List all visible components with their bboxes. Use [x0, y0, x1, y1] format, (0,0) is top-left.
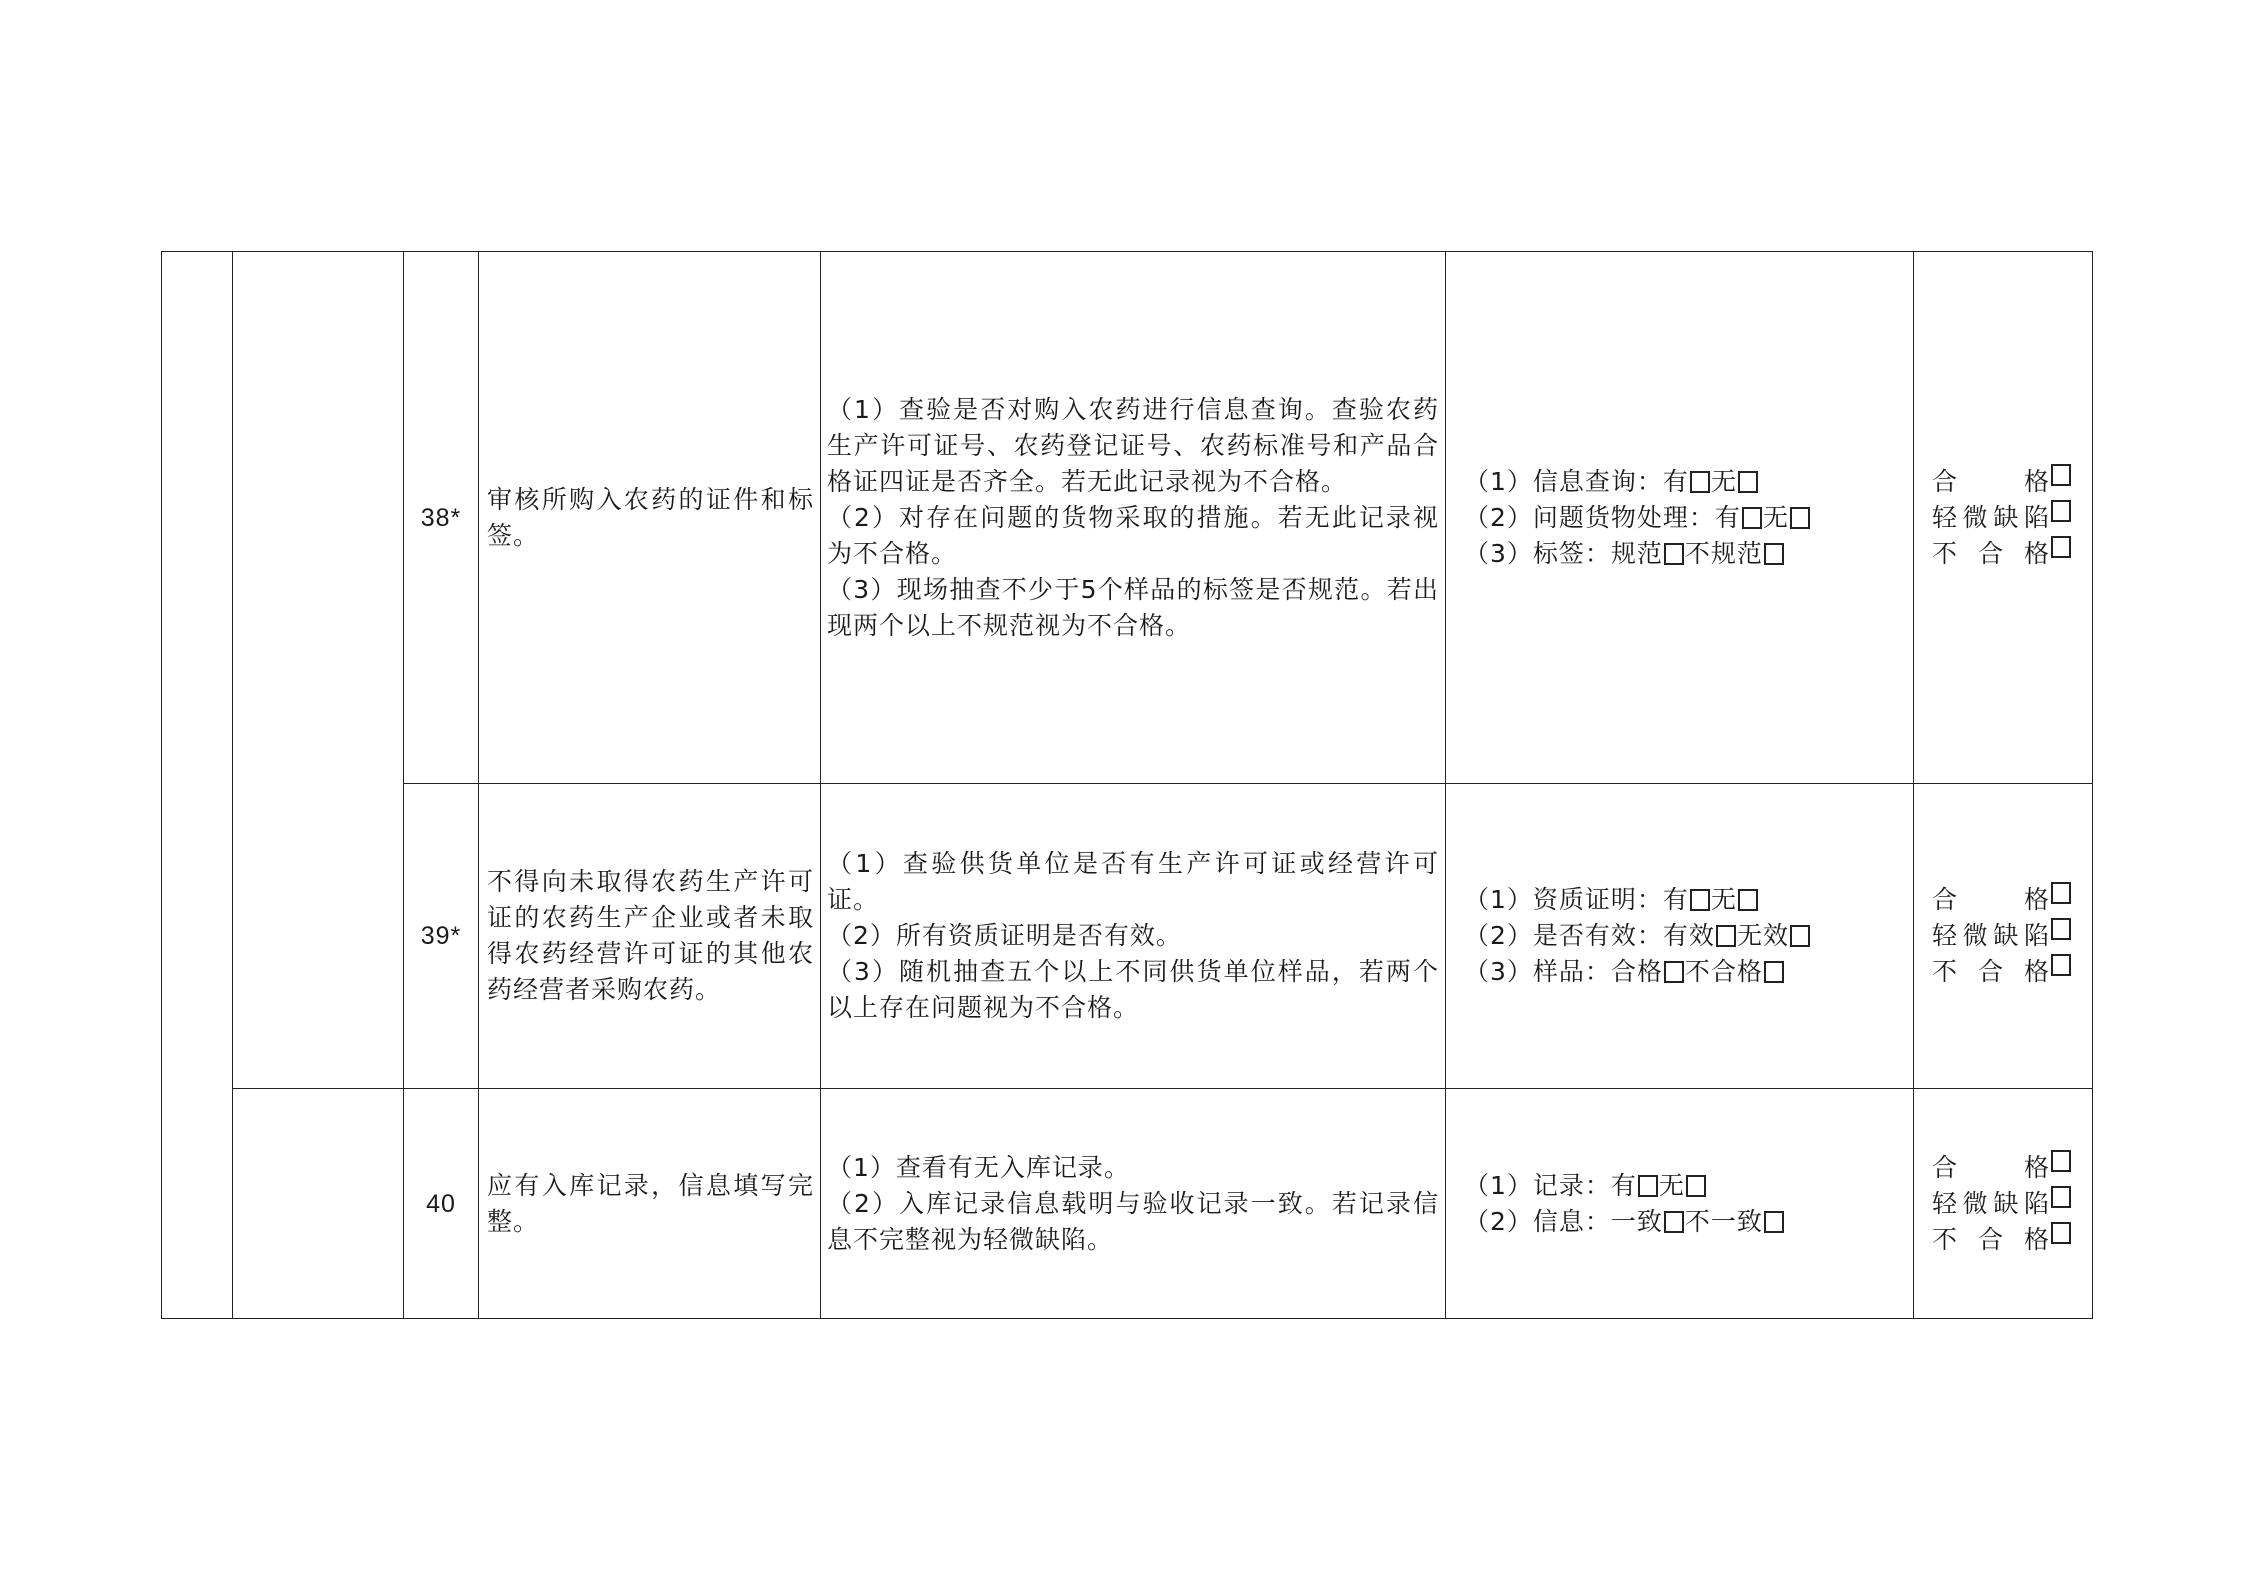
result-fail: 不 合 格 — [1932, 1222, 2072, 1258]
checkbox[interactable] — [1738, 471, 1758, 493]
checkbox[interactable] — [1790, 507, 1810, 529]
checkbox[interactable] — [2051, 918, 2071, 940]
method-line: （2）所有资质证明是否有效。 — [827, 921, 1182, 950]
checkbox[interactable] — [1638, 1175, 1658, 1197]
check-method — [821, 252, 1446, 784]
record-cell — [1446, 252, 1914, 784]
checkbox[interactable] — [1738, 889, 1758, 911]
checkbox[interactable] — [1690, 471, 1710, 493]
record-line: （2）是否有效：有效 无效 — [1464, 918, 1903, 954]
result-pass: 合 格 — [1932, 882, 2072, 918]
method-line: （1）查看有无入库记录。 — [827, 1152, 1130, 1182]
checkbox[interactable] — [2051, 1150, 2071, 1172]
requirement-text: 审核所购入农药的证件和标签。 — [479, 252, 821, 784]
checkbox[interactable] — [1790, 925, 1810, 947]
record-line: （1）记录：有 无 — [1464, 1168, 1903, 1204]
category-cell — [162, 252, 233, 1319]
checkbox[interactable] — [1686, 1175, 1706, 1197]
result-pass: 合 格 — [1932, 464, 2072, 500]
result-cell — [1914, 784, 2093, 1089]
checkbox[interactable] — [2051, 954, 2071, 976]
method-line: （1）查验供货单位是否有生产许可证或经营许可证。 — [827, 849, 1439, 914]
checkbox[interactable] — [1764, 543, 1784, 565]
item-number: 38* — [404, 252, 479, 784]
result-minor-defect: 轻 微 缺 陷 — [1932, 918, 2072, 954]
inspection-table — [161, 251, 2093, 1319]
check-method — [821, 784, 1446, 1089]
table-row — [162, 784, 2093, 1089]
item-number: 39* — [404, 784, 479, 1089]
result-pass: 合 格 — [1932, 1150, 2072, 1186]
result-cell — [1914, 252, 2093, 784]
checkbox[interactable] — [2051, 882, 2071, 904]
method-line: （2）入库记录信息载明与验收记录一致。若记录信息不完整视为轻微缺陷。 — [827, 1188, 1439, 1254]
checkbox[interactable] — [1664, 543, 1684, 565]
checkbox[interactable] — [1664, 961, 1684, 983]
table-row — [162, 1089, 2093, 1319]
record-cell — [1446, 1089, 1914, 1319]
record-line: （2）问题货物处理：有 无 — [1464, 500, 1903, 536]
checkbox[interactable] — [1690, 889, 1710, 911]
subcategory-cell — [233, 252, 404, 1089]
method-line: （1）查验是否对购入农药进行信息查询。查验农药生产许可证号、农药登记证号、农药标准号和产品合格证四证是否齐全。若无此记录视为不合格。 — [827, 394, 1439, 496]
requirement-text: 应有入库记录，信息填写完整。 — [479, 1089, 821, 1319]
table-row — [162, 252, 2093, 784]
result-fail: 不 合 格 — [1932, 954, 2072, 990]
result-minor-defect: 轻 微 缺 陷 — [1932, 500, 2072, 536]
checkbox[interactable] — [1716, 925, 1736, 947]
checkbox[interactable] — [1742, 507, 1762, 529]
checkbox[interactable] — [1764, 961, 1784, 983]
record-line: （3）标签：规范 不规范 — [1464, 536, 1903, 572]
method-line: （3）随机抽查五个以上不同供货单位样品，若两个以上存在问题视为不合格。 — [827, 957, 1439, 1022]
method-line: （3）现场抽查不少于5个样品的标签是否规范。若出现两个以上不规范视为不合格。 — [827, 574, 1439, 640]
checkbox[interactable] — [1664, 1211, 1684, 1233]
checkbox[interactable] — [2051, 536, 2071, 558]
method-line: （2）对存在问题的货物采取的措施。若无此记录视为不合格。 — [827, 502, 1439, 568]
record-line: （3）样品：合格 不合格 — [1464, 954, 1903, 990]
record-line: （2）信息：一致 不一致 — [1464, 1204, 1903, 1240]
checkbox[interactable] — [1764, 1211, 1784, 1233]
result-cell — [1914, 1089, 2093, 1319]
result-fail: 不 合 格 — [1932, 536, 2072, 572]
checkbox[interactable] — [2051, 464, 2071, 486]
requirement-text: 不得向未取得农药生产许可证的农药生产企业或者未取得农药经营许可证的其他农药经营者采购农药。 — [479, 784, 821, 1089]
record-line: （1）资质证明：有 无 — [1464, 882, 1903, 918]
result-minor-defect: 轻 微 缺 陷 — [1932, 1186, 2072, 1222]
check-method — [821, 1089, 1446, 1319]
subcategory-cell — [233, 1089, 404, 1319]
item-number: 40 — [404, 1089, 479, 1319]
checkbox[interactable] — [2051, 1222, 2071, 1244]
checkbox[interactable] — [2051, 500, 2071, 522]
record-line: （1）信息查询：有 无 — [1464, 464, 1903, 500]
record-cell — [1446, 784, 1914, 1089]
checkbox[interactable] — [2051, 1186, 2071, 1208]
